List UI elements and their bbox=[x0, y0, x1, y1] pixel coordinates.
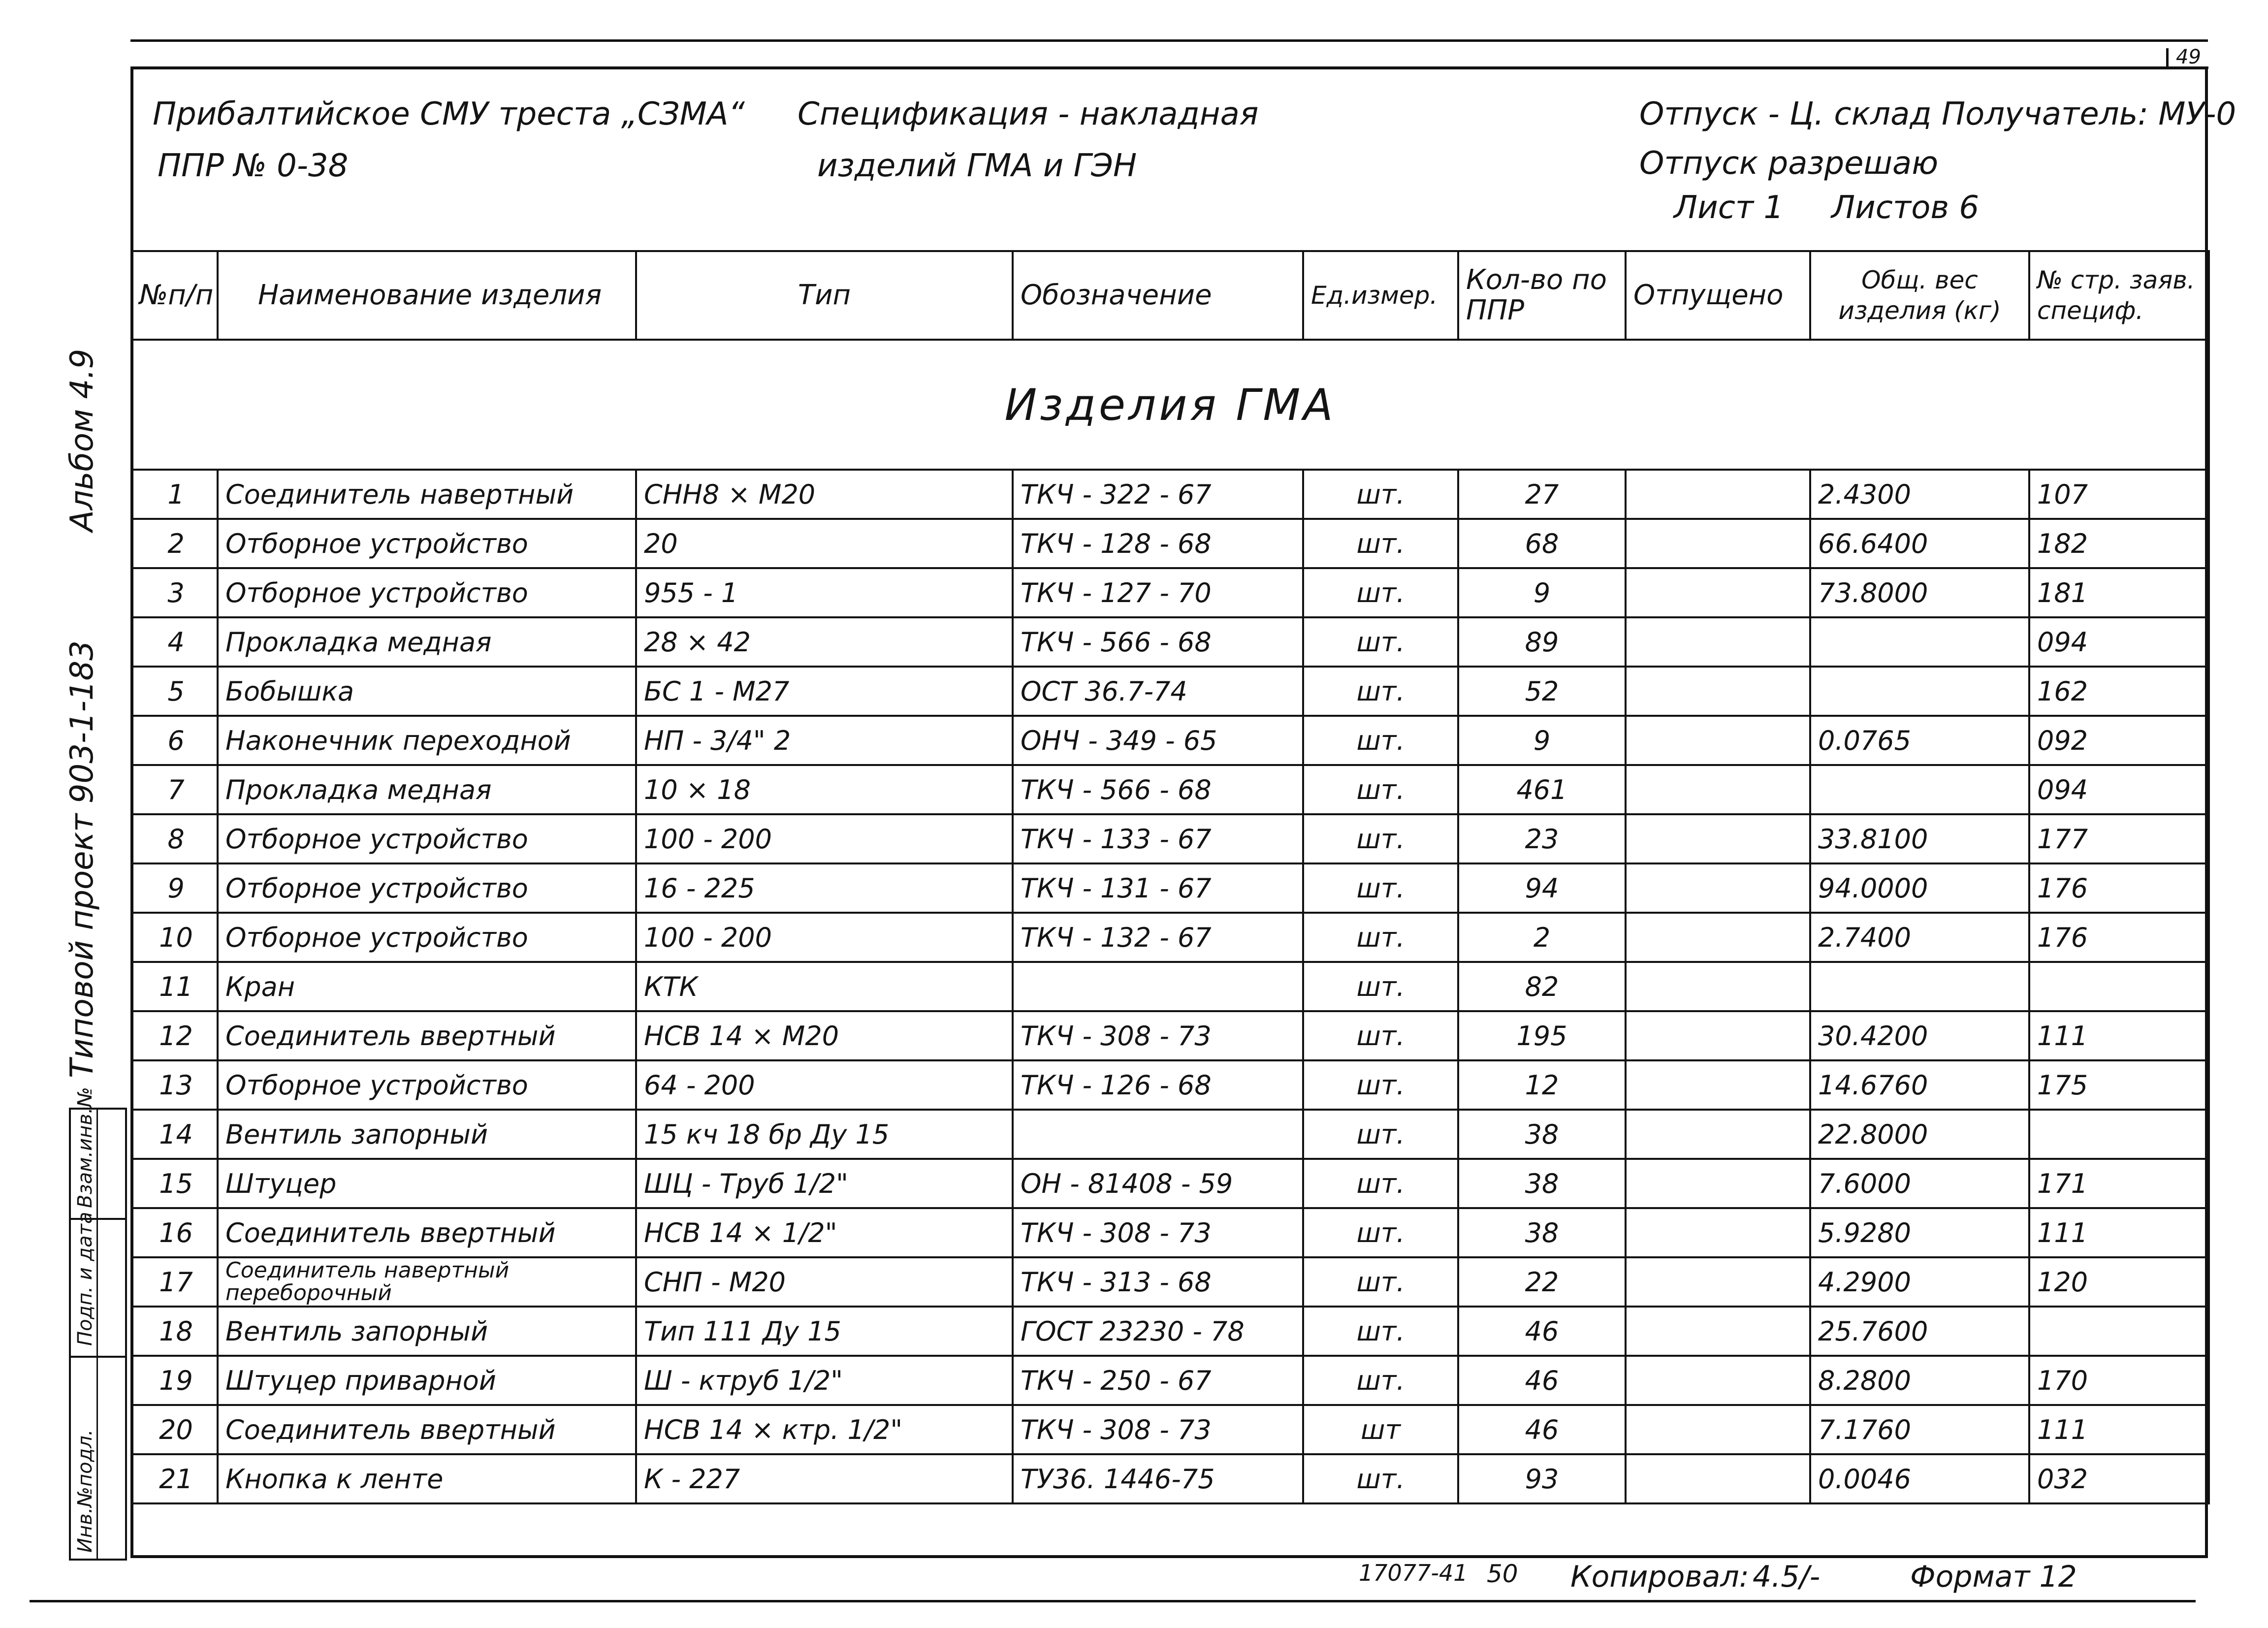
cell-type: Ш - ктруб 1/2" bbox=[636, 1356, 1013, 1405]
cell-num: 2 bbox=[131, 519, 218, 568]
cell-unit: шт. bbox=[1303, 962, 1458, 1011]
cell-qty: 23 bbox=[1458, 814, 1626, 863]
cell-released bbox=[1626, 1208, 1810, 1257]
cell-name: Соединитель навертный переборочный bbox=[218, 1257, 636, 1307]
cell-num: 21 bbox=[131, 1454, 218, 1503]
cell-num: 4 bbox=[131, 617, 218, 667]
cell-released bbox=[1626, 667, 1810, 716]
cell-released bbox=[1626, 568, 1810, 617]
cell-designation: ТКЧ - 250 - 67 bbox=[1013, 1356, 1303, 1405]
cell-qty: 93 bbox=[1458, 1454, 1626, 1503]
cell-qty: 9 bbox=[1458, 716, 1626, 765]
cell-weight: 73.8000 bbox=[1810, 568, 2029, 617]
table-row bbox=[131, 1257, 2209, 1307]
cell-weight: 30.4200 bbox=[1810, 1011, 2029, 1060]
cell-designation: ТКЧ - 128 - 68 bbox=[1013, 519, 1303, 568]
cell-qty: 46 bbox=[1458, 1307, 1626, 1356]
cell-type: НП - 3/4" 2 bbox=[636, 716, 1013, 765]
sheets-total: Листов 6 bbox=[1831, 190, 1980, 226]
cell-released bbox=[1626, 1060, 1810, 1110]
cell-weight bbox=[1810, 617, 2029, 667]
cell-page: 120 bbox=[2029, 1257, 2209, 1307]
cell-unit: шт. bbox=[1303, 1011, 1458, 1060]
cell-type: БС 1 - М27 bbox=[636, 667, 1013, 716]
section-title: Изделия ГМА bbox=[131, 340, 2209, 470]
cell-qty: 89 bbox=[1458, 617, 1626, 667]
stamp-sign-label: Подп. и дата bbox=[74, 1212, 96, 1346]
cell-page: 092 bbox=[2029, 716, 2209, 765]
cell-qty: 38 bbox=[1458, 1110, 1626, 1159]
cell-qty: 82 bbox=[1458, 962, 1626, 1011]
cell-qty: 52 bbox=[1458, 667, 1626, 716]
cell-num: 5 bbox=[131, 667, 218, 716]
cell-weight: 66.6400 bbox=[1810, 519, 2029, 568]
cell-page: 176 bbox=[2029, 913, 2209, 962]
cell-weight bbox=[1810, 962, 2029, 1011]
cell-designation: ТКЧ - 126 - 68 bbox=[1013, 1060, 1303, 1110]
table-row bbox=[131, 1011, 2209, 1060]
cell-released bbox=[1626, 814, 1810, 863]
cell-released bbox=[1626, 962, 1810, 1011]
cell-released bbox=[1626, 1257, 1810, 1307]
cell-qty: 461 bbox=[1458, 765, 1626, 814]
release-recipient: Отпуск - Ц. склад Получатель: МУ-0 bbox=[1639, 96, 2236, 132]
cell-page: 182 bbox=[2029, 519, 2209, 568]
table-header-row bbox=[131, 251, 2209, 340]
cell-designation: ТКЧ - 308 - 73 bbox=[1013, 1405, 1303, 1454]
cell-name: Отборное устройство bbox=[218, 814, 636, 863]
cell-name: Соединитель ввертный bbox=[218, 1208, 636, 1257]
cell-name: Прокладка медная bbox=[218, 617, 636, 667]
footer-code: 17077-41 bbox=[1359, 1560, 1468, 1586]
cell-weight: 5.9280 bbox=[1810, 1208, 2029, 1257]
stamp-separator-2 bbox=[71, 1356, 125, 1358]
cell-type: СНП - М20 bbox=[636, 1257, 1013, 1307]
album-label: Альбом 4.9 bbox=[64, 349, 100, 532]
cell-designation: ТКЧ - 566 - 68 bbox=[1013, 617, 1303, 667]
cell-num: 17 bbox=[131, 1257, 218, 1307]
cell-released bbox=[1626, 617, 1810, 667]
release-permit: Отпуск разрешаю bbox=[1639, 145, 1939, 182]
cell-released bbox=[1626, 519, 1810, 568]
cell-designation: ТКЧ - 566 - 68 bbox=[1013, 765, 1303, 814]
cell-type: 16 - 225 bbox=[636, 863, 1013, 913]
cell-name: Штуцер приварной bbox=[218, 1356, 636, 1405]
header-designation: Обозначение bbox=[1013, 251, 1303, 340]
cell-weight: 2.4300 bbox=[1810, 470, 2029, 519]
cell-num: 1 bbox=[131, 470, 218, 519]
doc-title-line1: Спецификация - накладная bbox=[798, 96, 1259, 132]
cell-page: 111 bbox=[2029, 1011, 2209, 1060]
cell-type: СНН8 × М20 bbox=[636, 470, 1013, 519]
cell-released bbox=[1626, 1110, 1810, 1159]
cell-num: 9 bbox=[131, 863, 218, 913]
stamp-inv-label: Инв.№подл. bbox=[74, 1429, 96, 1553]
cell-page: 171 bbox=[2029, 1159, 2209, 1208]
cell-name: Бобышка bbox=[218, 667, 636, 716]
table-row bbox=[131, 1159, 2209, 1208]
cell-unit: шт. bbox=[1303, 1307, 1458, 1356]
cell-qty: 9 bbox=[1458, 568, 1626, 617]
cell-type: 10 × 18 bbox=[636, 765, 1013, 814]
cell-unit: шт. bbox=[1303, 1159, 1458, 1208]
cell-page: 177 bbox=[2029, 814, 2209, 863]
cell-unit: шт. bbox=[1303, 716, 1458, 765]
cell-type: НСВ 14 × М20 bbox=[636, 1011, 1013, 1060]
cell-weight: 94.0000 bbox=[1810, 863, 2029, 913]
cell-type: 100 - 200 bbox=[636, 913, 1013, 962]
cell-type: 100 - 200 bbox=[636, 814, 1013, 863]
cell-released bbox=[1626, 1011, 1810, 1060]
cell-designation: ТКЧ - 322 - 67 bbox=[1013, 470, 1303, 519]
cell-page: 107 bbox=[2029, 470, 2209, 519]
cell-designation: ТКЧ - 308 - 73 bbox=[1013, 1011, 1303, 1060]
cell-weight: 2.7400 bbox=[1810, 913, 2029, 962]
header-weight: Общ. вес изделия (кг) bbox=[1810, 251, 2029, 340]
cell-designation: ТУ36. 1446-75 bbox=[1013, 1454, 1303, 1503]
project-label: Типовой проект 903-1-183 bbox=[64, 640, 100, 1078]
stamp-divider bbox=[96, 1110, 98, 1559]
cell-name: Отборное устройство bbox=[218, 519, 636, 568]
cell-designation bbox=[1013, 1110, 1303, 1159]
cell-qty: 38 bbox=[1458, 1208, 1626, 1257]
cell-type: 955 - 1 bbox=[636, 568, 1013, 617]
cell-name: Соединитель ввертный bbox=[218, 1011, 636, 1060]
cell-designation: ОСТ 36.7-74 bbox=[1013, 667, 1303, 716]
table-row bbox=[131, 765, 2209, 814]
cell-num: 8 bbox=[131, 814, 218, 863]
cell-page bbox=[2029, 1110, 2209, 1159]
cell-released bbox=[1626, 470, 1810, 519]
table-row bbox=[131, 1208, 2209, 1257]
cell-unit: шт. bbox=[1303, 568, 1458, 617]
cell-name: Кнопка к ленте bbox=[218, 1454, 636, 1503]
cell-type: 20 bbox=[636, 519, 1013, 568]
cell-designation: ТКЧ - 133 - 67 bbox=[1013, 814, 1303, 863]
cell-designation: ГОСТ 23230 - 78 bbox=[1013, 1307, 1303, 1356]
cell-weight bbox=[1810, 765, 2029, 814]
cell-weight: 4.2900 bbox=[1810, 1257, 2029, 1307]
table-row bbox=[131, 814, 2209, 863]
cell-qty: 46 bbox=[1458, 1356, 1626, 1405]
cell-qty: 22 bbox=[1458, 1257, 1626, 1307]
cell-designation bbox=[1013, 962, 1303, 1011]
cell-page: 094 bbox=[2029, 765, 2209, 814]
cell-designation: ТКЧ - 308 - 73 bbox=[1013, 1208, 1303, 1257]
cell-unit: шт. bbox=[1303, 1110, 1458, 1159]
cell-num: 15 bbox=[131, 1159, 218, 1208]
cell-qty: 38 bbox=[1458, 1159, 1626, 1208]
cell-num: 19 bbox=[131, 1356, 218, 1405]
cell-unit: шт. bbox=[1303, 1356, 1458, 1405]
cell-page: 181 bbox=[2029, 568, 2209, 617]
cell-released bbox=[1626, 716, 1810, 765]
cell-name: Отборное устройство bbox=[218, 1060, 636, 1110]
org-name: Прибалтийское СМУ треста „СЗМА“ bbox=[153, 96, 745, 132]
cell-num: 6 bbox=[131, 716, 218, 765]
cell-name: Вентиль запорный bbox=[218, 1307, 636, 1356]
table-row bbox=[131, 913, 2209, 962]
table-row bbox=[131, 470, 2209, 519]
cell-unit: шт. bbox=[1303, 814, 1458, 863]
cell-weight: 33.8100 bbox=[1810, 814, 2029, 863]
cell-page: 111 bbox=[2029, 1208, 2209, 1257]
stamp-replace-label: Взам.инв.№ bbox=[74, 1086, 96, 1208]
cell-unit: шт. bbox=[1303, 1454, 1458, 1503]
header-released: Отпущено bbox=[1626, 251, 1810, 340]
cell-page: 111 bbox=[2029, 1405, 2209, 1454]
header-page: № стр. заяв. специф. bbox=[2029, 251, 2209, 340]
cell-unit: шт bbox=[1303, 1405, 1458, 1454]
cell-type: Тип 111 Ду 15 bbox=[636, 1307, 1013, 1356]
header-type: Тип bbox=[636, 251, 1013, 340]
cell-num: 12 bbox=[131, 1011, 218, 1060]
footer-format: Формат 12 bbox=[1910, 1560, 2077, 1594]
cell-page: 032 bbox=[2029, 1454, 2209, 1503]
table-row bbox=[131, 863, 2209, 913]
header-qty: Кол-во по ППР bbox=[1458, 251, 1626, 340]
cell-designation: ТКЧ - 127 - 70 bbox=[1013, 568, 1303, 617]
cell-weight: 0.0765 bbox=[1810, 716, 2029, 765]
cell-type: 15 кч 18 бр Ду 15 bbox=[636, 1110, 1013, 1159]
table-row bbox=[131, 1454, 2209, 1503]
top-border-line bbox=[130, 39, 2208, 42]
table-row bbox=[131, 716, 2209, 765]
cell-num: 20 bbox=[131, 1405, 218, 1454]
header-unit: Ед.измер. bbox=[1303, 251, 1458, 340]
table-row bbox=[131, 962, 2209, 1011]
cell-type: 64 - 200 bbox=[636, 1060, 1013, 1110]
cell-num: 10 bbox=[131, 913, 218, 962]
cell-released bbox=[1626, 765, 1810, 814]
table-row bbox=[131, 1060, 2209, 1110]
cell-unit: шт. bbox=[1303, 617, 1458, 667]
bottom-border-line bbox=[30, 1600, 2196, 1602]
footer-sheet-no: 50 bbox=[1487, 1560, 1518, 1588]
header-name: Наименование изделия bbox=[218, 251, 636, 340]
cell-page: 176 bbox=[2029, 863, 2209, 913]
cell-designation: ТКЧ - 131 - 67 bbox=[1013, 863, 1303, 913]
ppr-number: ППР № 0-38 bbox=[158, 148, 349, 184]
cell-num: 11 bbox=[131, 962, 218, 1011]
cell-type: ШЦ - Труб 1/2" bbox=[636, 1159, 1013, 1208]
cell-name: Отборное устройство bbox=[218, 913, 636, 962]
cell-weight: 0.0046 bbox=[1810, 1454, 2029, 1503]
cell-name: Штуцер bbox=[218, 1159, 636, 1208]
cell-released bbox=[1626, 1405, 1810, 1454]
table-row bbox=[131, 1307, 2209, 1356]
cell-weight: 7.6000 bbox=[1810, 1159, 2029, 1208]
cell-weight: 25.7600 bbox=[1810, 1307, 2029, 1356]
cell-qty: 2 bbox=[1458, 913, 1626, 962]
cell-weight: 8.2800 bbox=[1810, 1356, 2029, 1405]
cell-unit: шт. bbox=[1303, 470, 1458, 519]
cell-page: 094 bbox=[2029, 617, 2209, 667]
cell-num: 13 bbox=[131, 1060, 218, 1110]
page-number: 49 bbox=[2166, 48, 2208, 69]
table-row bbox=[131, 1405, 2209, 1454]
cell-name: Прокладка медная bbox=[218, 765, 636, 814]
cell-name: Соединитель ввертный bbox=[218, 1405, 636, 1454]
cell-weight: 7.1760 bbox=[1810, 1405, 2029, 1454]
cell-released bbox=[1626, 1307, 1810, 1356]
cell-type: К - 227 bbox=[636, 1454, 1013, 1503]
footer-copied: Копировал: bbox=[1570, 1560, 1750, 1594]
cell-weight bbox=[1810, 667, 2029, 716]
cell-qty: 94 bbox=[1458, 863, 1626, 913]
cell-released bbox=[1626, 863, 1810, 913]
cell-designation: ОНЧ - 349 - 65 bbox=[1013, 716, 1303, 765]
cell-released bbox=[1626, 1454, 1810, 1503]
cell-num: 18 bbox=[131, 1307, 218, 1356]
cell-qty: 195 bbox=[1458, 1011, 1626, 1060]
cell-type: НСВ 14 × ктр. 1/2" bbox=[636, 1405, 1013, 1454]
cell-num: 3 bbox=[131, 568, 218, 617]
table-row bbox=[131, 667, 2209, 716]
cell-type: 28 × 42 bbox=[636, 617, 1013, 667]
cell-designation: ОН - 81408 - 59 bbox=[1013, 1159, 1303, 1208]
cell-num: 7 bbox=[131, 765, 218, 814]
cell-type: НСВ 14 × 1/2" bbox=[636, 1208, 1013, 1257]
cell-name: Отборное устройство bbox=[218, 568, 636, 617]
header-num: №п/п bbox=[131, 251, 218, 340]
cell-page: 162 bbox=[2029, 667, 2209, 716]
footer-copied-sign: 4.5/- bbox=[1753, 1560, 1821, 1594]
table-row bbox=[131, 519, 2209, 568]
cell-page bbox=[2029, 1307, 2209, 1356]
cell-page: 170 bbox=[2029, 1356, 2209, 1405]
cell-unit: шт. bbox=[1303, 863, 1458, 913]
table-row bbox=[131, 617, 2209, 667]
cell-name: Вентиль запорный bbox=[218, 1110, 636, 1159]
doc-title-line2: изделий ГМА и ГЭН bbox=[817, 148, 1137, 184]
cell-name: Наконечник переходной bbox=[218, 716, 636, 765]
section-row bbox=[131, 340, 2209, 470]
cell-unit: шт. bbox=[1303, 1257, 1458, 1307]
cell-unit: шт. bbox=[1303, 519, 1458, 568]
cell-weight: 22.8000 bbox=[1810, 1110, 2029, 1159]
table-row bbox=[131, 1356, 2209, 1405]
cell-qty: 12 bbox=[1458, 1060, 1626, 1110]
table-row bbox=[131, 1110, 2209, 1159]
cell-unit: шт. bbox=[1303, 765, 1458, 814]
cell-unit: шт. bbox=[1303, 1060, 1458, 1110]
cell-unit: шт. bbox=[1303, 913, 1458, 962]
sheet-label: Лист 1 bbox=[1674, 190, 1784, 226]
cell-weight: 14.6760 bbox=[1810, 1060, 2029, 1110]
cell-name: Кран bbox=[218, 962, 636, 1011]
cell-name: Соединитель навертный bbox=[218, 470, 636, 519]
cell-page bbox=[2029, 962, 2209, 1011]
cell-qty: 27 bbox=[1458, 470, 1626, 519]
table-row bbox=[131, 568, 2209, 617]
cell-name: Отборное устройство bbox=[218, 863, 636, 913]
cell-designation: ТКЧ - 132 - 67 bbox=[1013, 913, 1303, 962]
specification-table bbox=[130, 250, 2210, 1504]
cell-released bbox=[1626, 1356, 1810, 1405]
cell-unit: шт. bbox=[1303, 1208, 1458, 1257]
cell-page: 175 bbox=[2029, 1060, 2209, 1110]
cell-designation: ТКЧ - 313 - 68 bbox=[1013, 1257, 1303, 1307]
cell-released bbox=[1626, 913, 1810, 962]
cell-unit: шт. bbox=[1303, 667, 1458, 716]
cell-num: 16 bbox=[131, 1208, 218, 1257]
cell-qty: 68 bbox=[1458, 519, 1626, 568]
cell-type: КТК bbox=[636, 962, 1013, 1011]
approval-stamp bbox=[69, 1086, 127, 1561]
cell-num: 14 bbox=[131, 1110, 218, 1159]
cell-qty: 46 bbox=[1458, 1405, 1626, 1454]
cell-released bbox=[1626, 1159, 1810, 1208]
